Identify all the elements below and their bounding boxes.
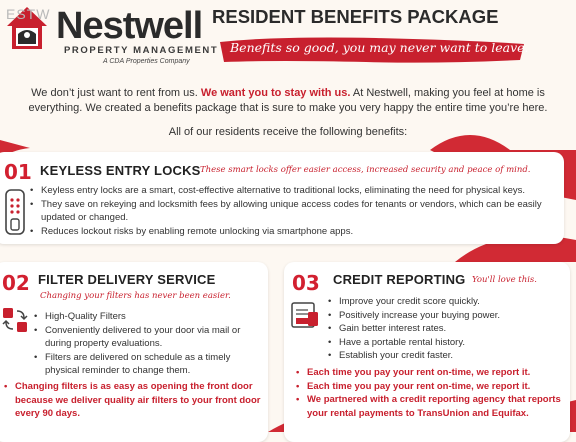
list-item: • They save on rekeying and locksmith fees by allowing unique access codes for tenants or vendors, which can be easily updated or changed. <box>30 198 560 225</box>
page-title: RESIDENT BENEFITS PACKAGE <box>212 6 499 27</box>
filter-benefits-list <box>34 310 266 378</box>
smart-lock-icon <box>2 188 32 236</box>
intro-text-end: At Nestwell, making you feel at home is everything. We created a benefits package that is sure to make you very happy the entire time you’re here. <box>28 87 548 114</box>
section-subtitle: These smart locks offer easier access, increased security and peace of mind. <box>200 165 531 175</box>
list-item: • Conveniently delivered to your door via mail or during property evaluations. <box>34 324 266 351</box>
list-item: • Filters are delivered on schedule as a timely physical reminder to change them. <box>34 351 266 378</box>
list-item: • Each time you pay your rent on-time, we report it. <box>296 366 566 380</box>
filter-swap-icon <box>2 306 28 334</box>
section-number: 03 <box>292 271 320 295</box>
keyless-benefits-list <box>30 184 560 238</box>
list-item: • Gain better interest rates. <box>328 322 564 336</box>
filter-highlight-list <box>0 380 274 421</box>
section-title: KEYLESS ENTRY LOCKS <box>40 163 201 178</box>
section-title: CREDIT REPORTING <box>333 272 466 287</box>
credit-report-icon <box>290 300 320 330</box>
overlay-watermark-text: ESTW <box>6 6 51 22</box>
list-item: • Reduces lockout risks by enabling remote unlocking via smartphone apps. <box>30 225 560 239</box>
list-item: • Changing filters is as easy as opening the front door because we deliver quality air filters to your front door every 90 days. <box>4 380 274 421</box>
list-item: • We partnered with a credit reporting agency that reports your rental payments to TransUnion and Equifax. <box>296 393 566 420</box>
section-number: 01 <box>4 160 32 184</box>
brand-subtitle: PROPERTY MANAGEMENT <box>64 45 219 56</box>
credit-benefits-list <box>328 295 564 363</box>
intro-text-start: We don’t just want to rent from us. <box>31 87 201 99</box>
list-item: • Keyless entry locks are a smart, cost-effective alternative to traditional locks, eliminating the need for physical keys. <box>30 184 560 198</box>
brand-tagline: A CDA Properties Company <box>103 58 190 65</box>
list-item: • Each time you pay your rent on-time, we report it. <box>296 380 566 394</box>
benefits-lead-text: All of our residents receive the following benefits: <box>168 126 408 138</box>
list-item: • High-Quality Filters <box>34 310 266 324</box>
list-item: • Establish your credit faster. <box>328 349 564 363</box>
section-title: FILTER DELIVERY SERVICE <box>38 272 216 287</box>
intro-paragraph <box>20 86 556 116</box>
list-item: • Positively increase your buying power. <box>328 309 564 323</box>
slogan-text: Benefits so good, you may never want to leave. <box>230 40 529 55</box>
list-item: • Have a portable rental history. <box>328 336 564 350</box>
list-item: • Improve your credit score quickly. <box>328 295 564 309</box>
section-number: 02 <box>2 271 30 295</box>
section-subtitle: Changing your filters has never been easier. <box>40 291 231 301</box>
section-subtitle: You'll love this. <box>472 275 537 285</box>
credit-highlight-list <box>296 366 566 420</box>
brand-name: Nestwell <box>56 5 203 47</box>
intro-highlight: We want you to stay with us. <box>200 87 351 99</box>
